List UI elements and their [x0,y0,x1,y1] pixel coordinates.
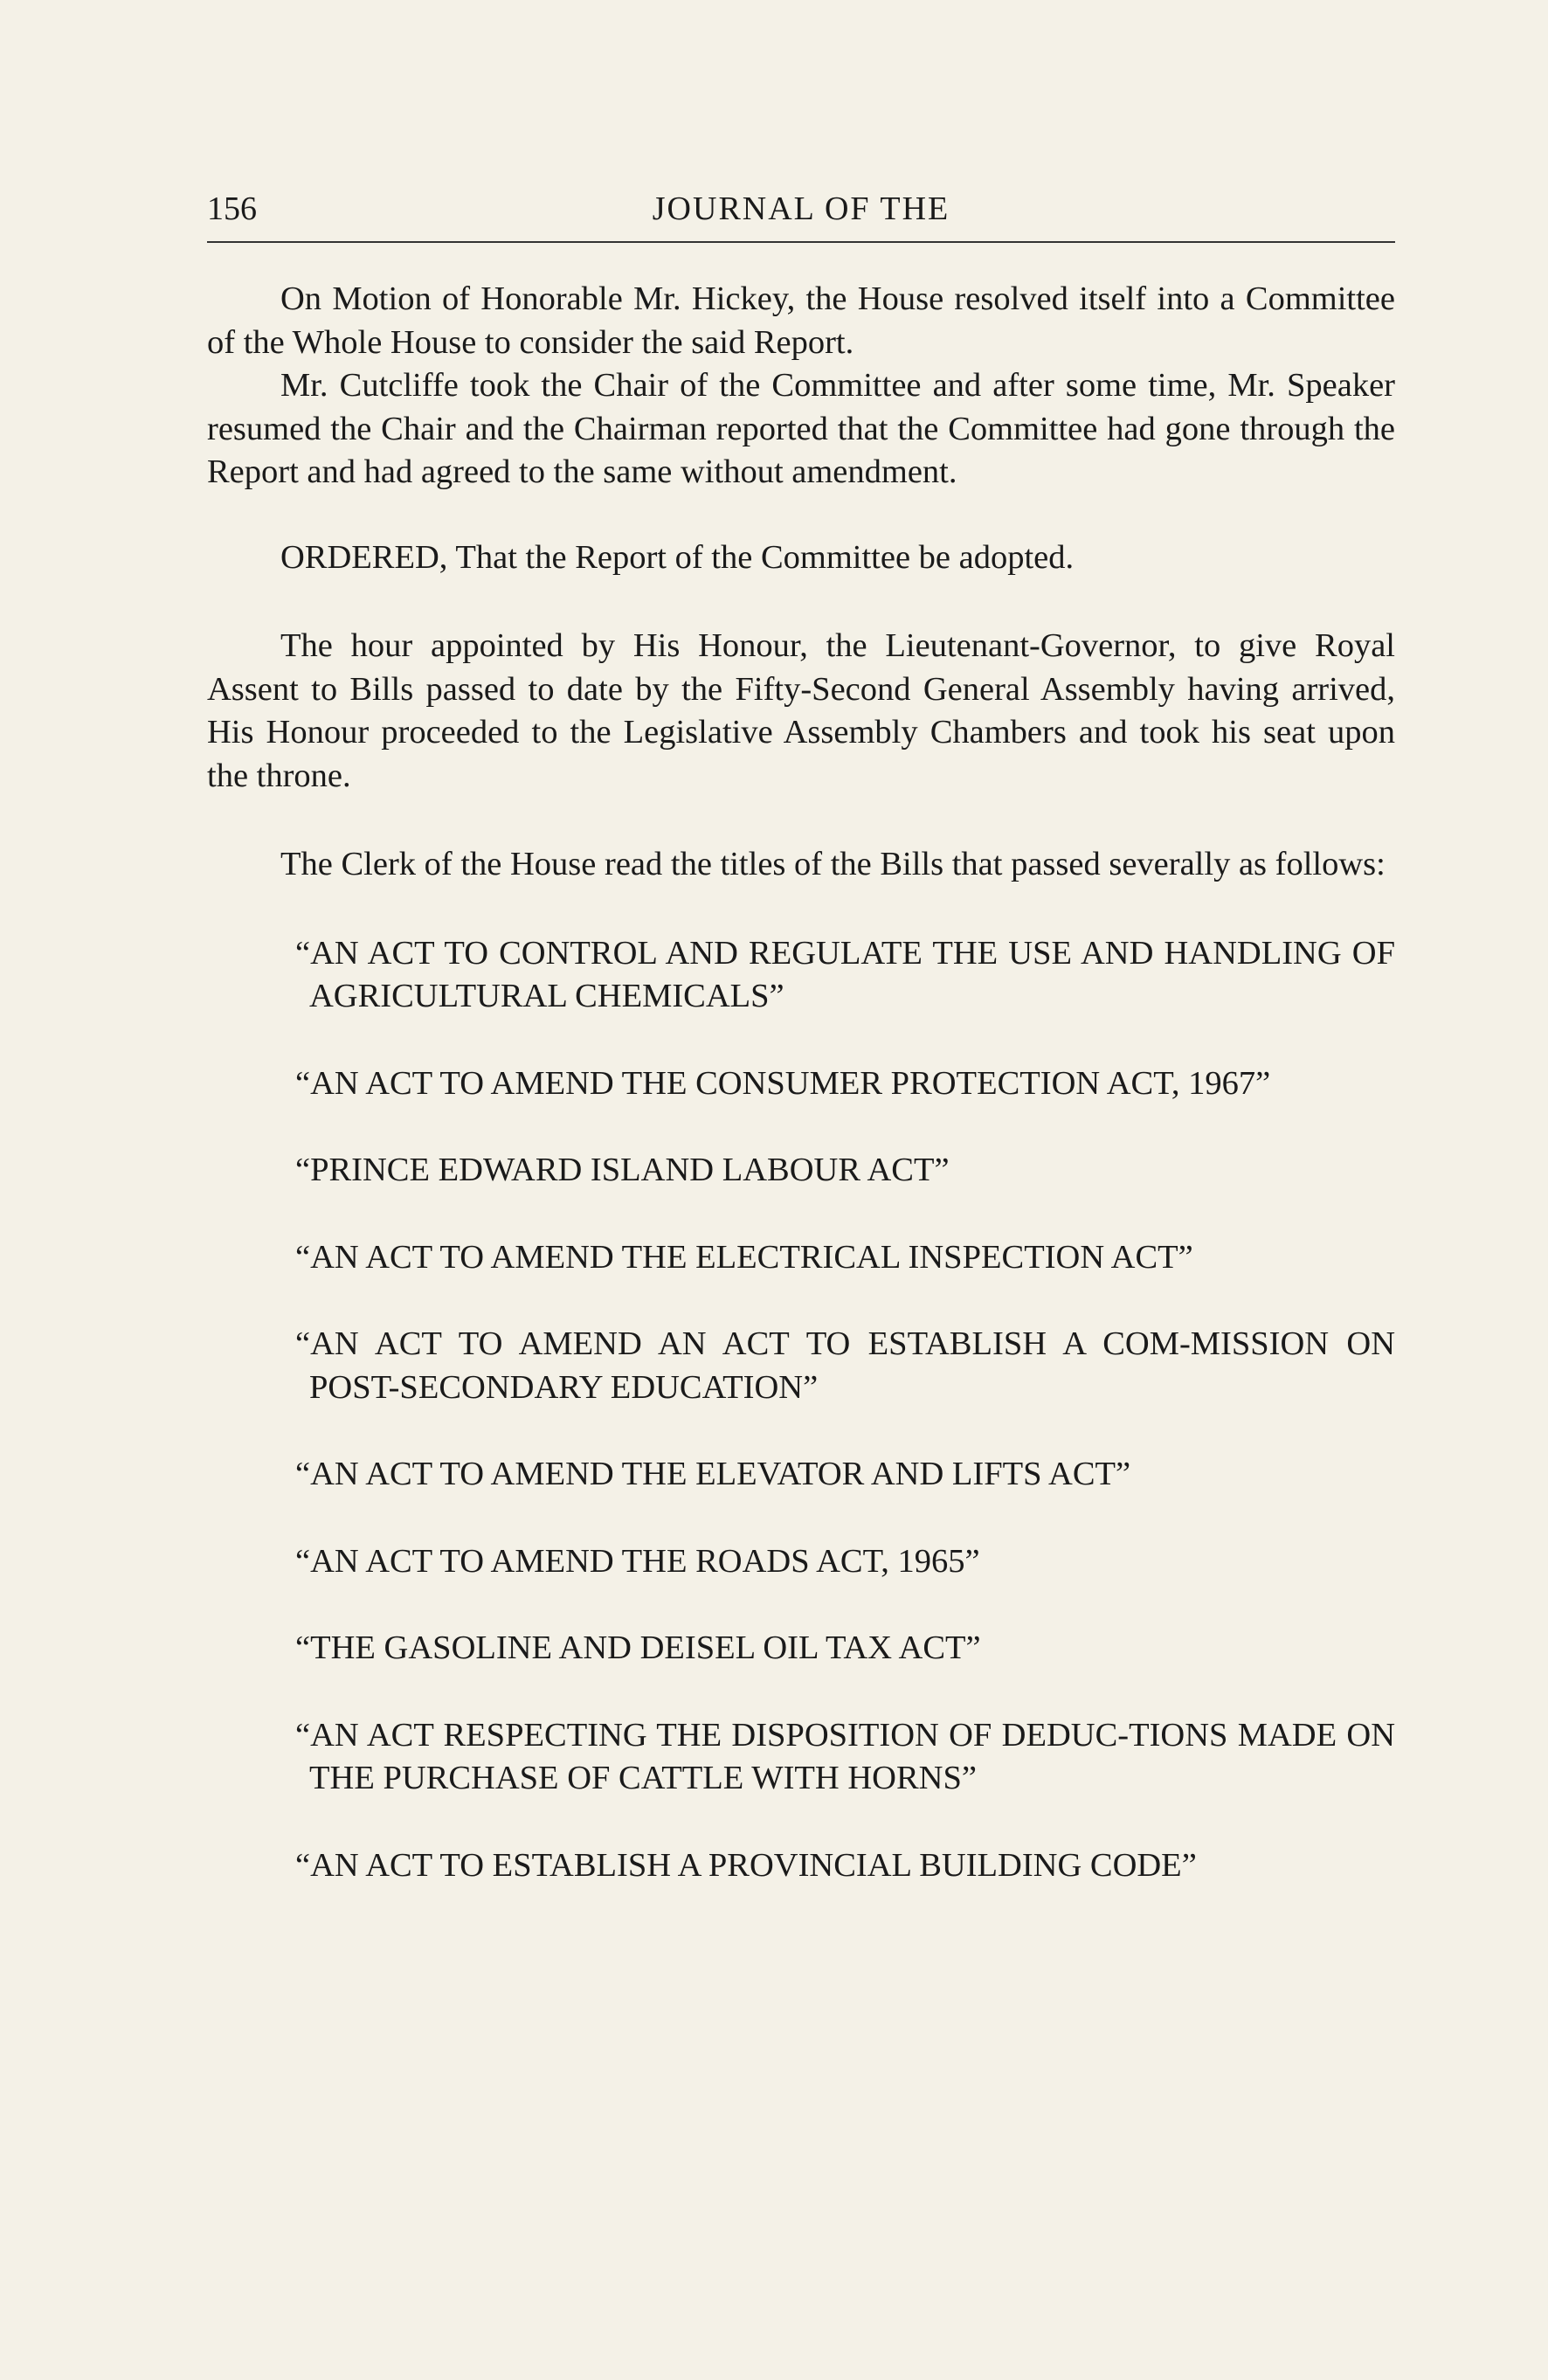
bill-title: “AN ACT RESPECTING THE DISPOSITION OF DEDUC-TIONS MADE ON THE PURCHASE OF CATTLE WITH HORNS” [295,1716,1395,1796]
committee-report-paragraph: Mr. Cutcliffe took the Chair of the Committee and after some time, Mr. Speaker resumed the Chair and the Chairman reported that the Committee had gone through the Report and had agreed to the same without amendment. [207,367,1395,490]
bill-title: “AN ACT TO AMEND THE ROADS ACT, 1965” [295,1542,980,1580]
running-head: JOURNAL OF THE [652,190,950,227]
ordered-paragraph: ORDERED, That the Report of the Committee be adopted. [280,538,1075,576]
journal-body [207,278,1395,1931]
bill-title: “AN ACT TO AMEND AN ACT TO ESTABLISH A COM-MISSION ON POST-SECONDARY EDUCATION” [295,1325,1395,1406]
bill-title: “AN ACT TO AMEND THE CONSUMER PROTECTION ACT, 1967” [295,1064,1271,1102]
bill-list [207,932,1395,1888]
clerk-paragraph: The Clerk of the House read the titles of the Bills that passed severally as follows: [280,846,1386,882]
bill-title: “AN ACT TO ESTABLISH A PROVINCIAL BUILDING CODE” [295,1846,1197,1884]
page-number: 156 [207,190,257,227]
bill-title: “AN ACT TO AMEND THE ELECTRICAL INSPECTION ACT” [295,1238,1193,1276]
royal-assent-paragraph: The hour appointed by His Honour, the Lieutenant-Governor, to give Royal Assent to Bills passed to date by the Fifty-Second General Assembly having arrived, His Honour proceeded to the Legislative Assembly Chambers and took his seat upon the throne. [207,627,1395,794]
page-header [207,187,1395,239]
bill-title: “THE GASOLINE AND DEISEL OIL TAX ACT” [295,1629,981,1666]
motion-paragraph: On Motion of Honorable Mr. Hickey, the House resolved itself into a Committee of the Whole House to consider the said Report. [207,280,1395,361]
bill-title: “AN ACT TO CONTROL AND REGULATE THE USE AND HANDLING OF AGRICULTURAL CHEMICALS” [295,934,1395,1014]
bill-title: “PRINCE EDWARD ISLAND LABOUR ACT” [295,1152,950,1188]
header-rule [207,241,1395,243]
bill-title: “AN ACT TO AMEND THE ELEVATOR AND LIFTS ACT” [295,1456,1131,1492]
